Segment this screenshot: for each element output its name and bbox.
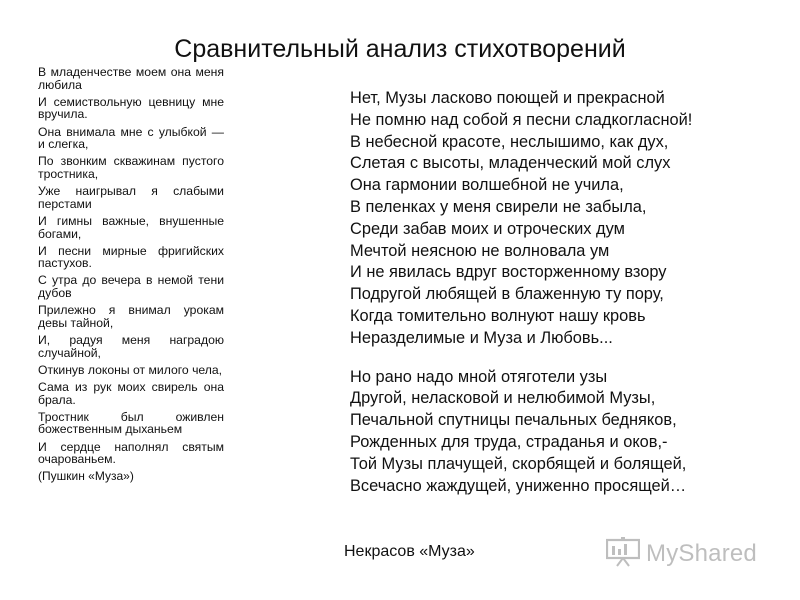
pushkin-poem <box>38 66 224 483</box>
poem-line: В пеленках у меня свирели не забыла, <box>350 197 647 216</box>
poem-line: Не помню над собой я песни сладкогласной! <box>350 110 693 129</box>
stanza-1 <box>350 88 780 350</box>
poem-line: И семиствольную цевницу мне вручила. <box>38 94 224 122</box>
poem-line: Печальной спутницы печальных бедняков, <box>350 411 677 430</box>
poem-line: Рожденных для труда, страданья и оков,- <box>350 432 668 451</box>
poem-line: В младенчестве моем она меня любила <box>38 65 224 92</box>
poem-line: Прилежно я внимал урокам девы тайной, <box>38 303 224 330</box>
poem-line: Той Музы плачущей, скорбящей и болящей, <box>350 454 687 473</box>
nekrasov-caption: Некрасов «Муза» <box>344 543 475 560</box>
poem-line: Всечасно жаждущей, униженно просящей… <box>350 476 687 495</box>
poem-line: Подругой любящей в блаженную ту пору, <box>350 285 664 304</box>
poem-line: Откинув локоны от милого чела, <box>38 362 223 377</box>
poem-line: Среди забав моих и отроческих дум <box>350 219 625 238</box>
nekrasov-poem <box>350 88 780 497</box>
poem-line: Когда томительно волнуют нашу кровь <box>350 306 646 325</box>
poem-line: Но рано надо мной отяготели узы <box>350 367 608 386</box>
poem-line: Сама из рук моих свирель она брала. <box>38 380 224 407</box>
poem-line: И песни мирные фригийских пастухов. <box>38 243 224 271</box>
stanza-2 <box>350 367 780 498</box>
poem-line: Неразделимые и Муза и Любовь... <box>350 328 613 347</box>
poem-line: Слетая с высоты, младенческий мой слух <box>350 154 671 173</box>
poem-line: И, радуя меня наградою случайной, <box>38 333 224 360</box>
poem-line: Другой, неласковой и нелюбимой Музы, <box>350 389 656 408</box>
stanza-spacer <box>350 350 780 367</box>
myshared-watermark <box>606 538 757 570</box>
poem-line: С утра до вечера в немой тени дубов <box>38 273 224 301</box>
poem-line: Мечтой неясною не волновала ум <box>350 241 610 260</box>
page-title: Сравнительный анализ стихотворений <box>174 35 626 63</box>
presentation-board-icon <box>606 537 640 572</box>
poem-line: Нет, Музы ласково поющей и прекрасной <box>350 89 665 107</box>
poem-line: И не явилась вдруг восторженному взору <box>350 263 667 282</box>
poem-line: Она внимала мне с улыбкой — и слегка, <box>38 124 224 152</box>
poem-line: Уже наигрывал я слабыми перстами <box>38 184 224 211</box>
poem-line: Тростник был оживлен божественным дыханьем <box>38 409 224 437</box>
poem-line: И сердце наполнял святым очарованьем. <box>38 439 224 467</box>
poem-line: В небесной красоте, неслышимо, как дух, <box>350 132 669 151</box>
poem-line: По звонким скважинам пустого тростника, <box>38 154 224 181</box>
watermark-text: MyShared <box>646 540 757 567</box>
pushkin-caption: (Пушкин «Муза») <box>38 469 134 484</box>
poem-line: Она гармонии волшебной не учила, <box>350 176 624 195</box>
poem-line: И гимны важные, внушенные богами, <box>38 213 224 241</box>
